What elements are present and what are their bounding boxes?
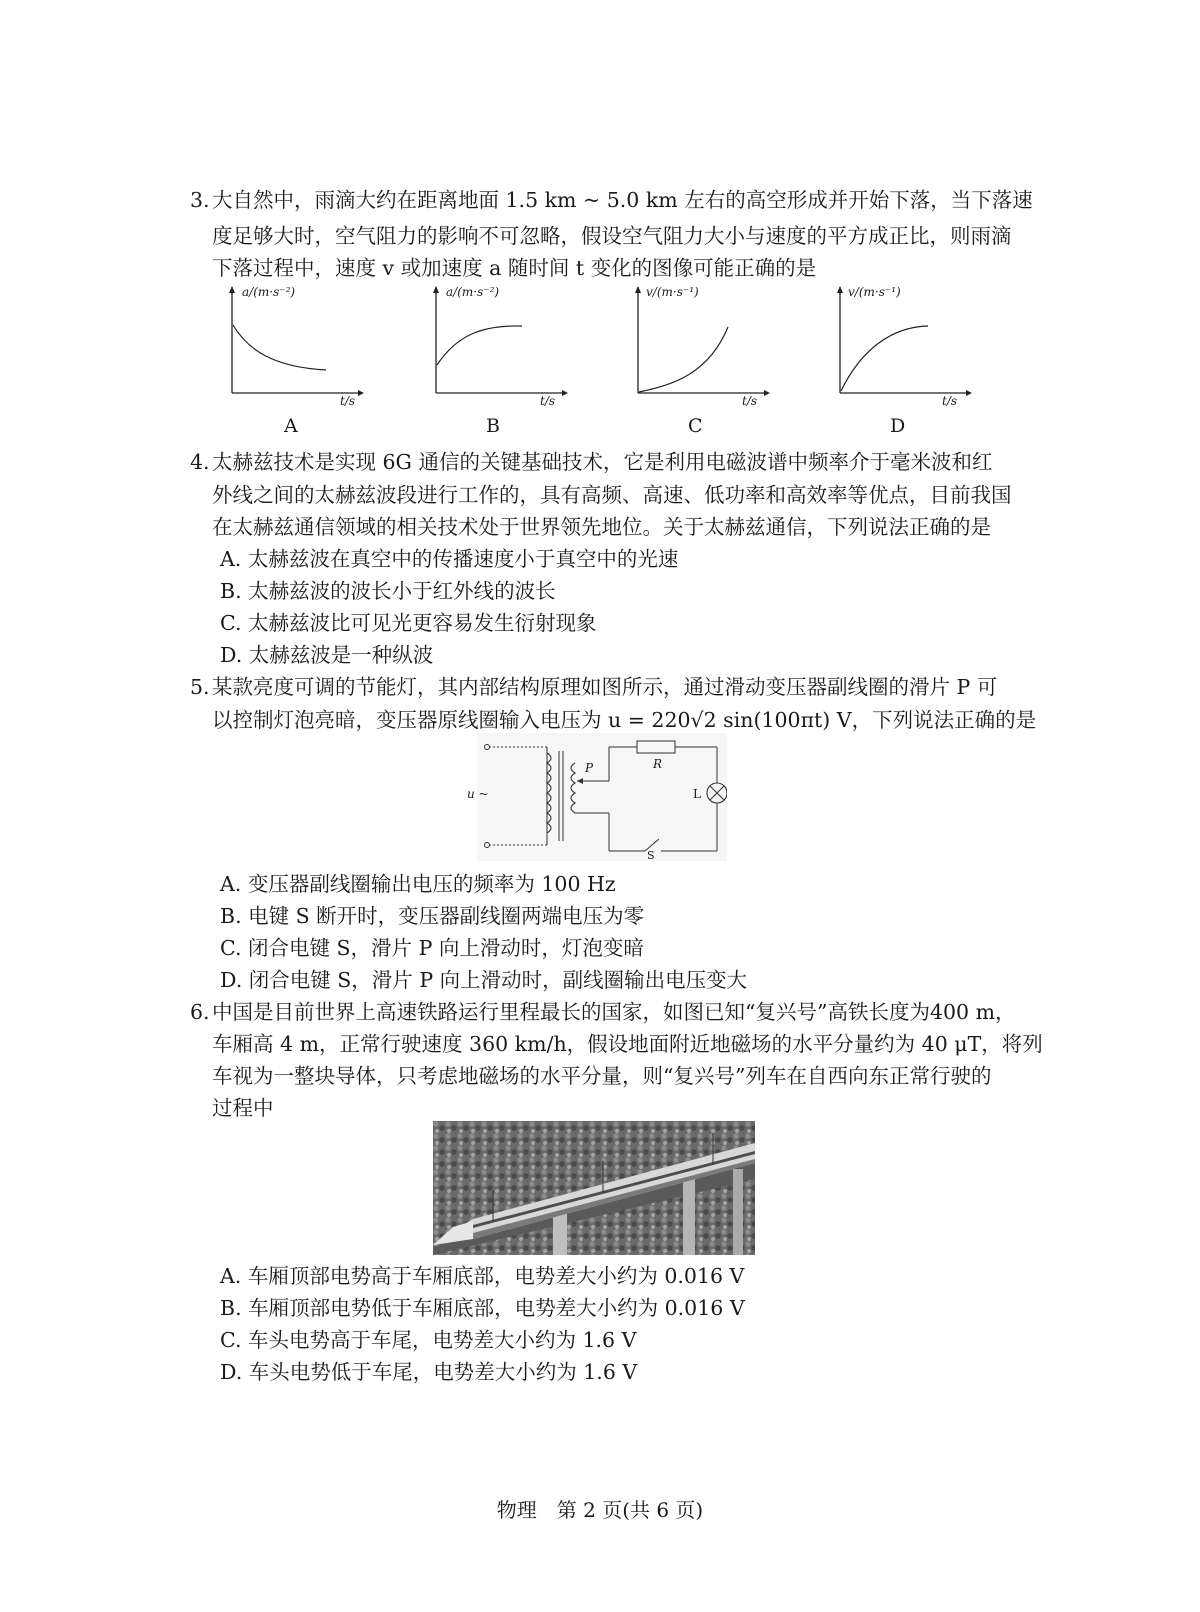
circuit-label-u: u ~	[467, 787, 489, 801]
circuit-label-r: R	[653, 757, 663, 771]
q4-number: 4.	[190, 450, 210, 474]
q5-option-a: A. 变压器副线圈输出电压的频率为 100 Hz	[220, 872, 616, 896]
graph-c	[634, 285, 794, 410]
graph-d-option-label: D	[890, 415, 906, 437]
graph-a-option-label: A	[284, 415, 298, 437]
circuit-label-l: L	[693, 787, 701, 801]
graph-a-curve	[233, 325, 326, 370]
q5-option-d: D. 闭合电键 S，滑片 P 向上滑动时，副线圈输出电压变大	[220, 968, 748, 992]
q6-option-c: C. 车头电势高于车尾，电势差大小约为 1.6 V	[220, 1328, 637, 1352]
q6-line-2: 车厢高 4 m，正常行驶速度 360 km/h，假设地面附近地磁场的水平分量约为 40 μT，将列	[212, 1032, 1043, 1056]
q6-line-3: 车视为一整块导体，只考虑地磁场的水平分量，则“复兴号”列车在自西向东正常行驶的	[212, 1064, 992, 1088]
circuit-label-p: P	[585, 761, 594, 775]
graph-d-y-label: v/(m·s⁻¹)	[848, 285, 901, 299]
transformer-circuit-diagram	[467, 733, 727, 862]
q4-line-2: 外线之间的太赫兹波段进行工作的，具有高频、高速、低功率和高效率等优点，目前我国	[212, 483, 1012, 507]
q4-line-3: 在太赫兹通信领域的相关技术处于世界领先地位。关于太赫兹通信，下列说法正确的是	[212, 515, 991, 539]
q3-number: 3.	[190, 188, 210, 212]
graph-d	[836, 285, 996, 410]
graph-b-curve	[437, 326, 522, 365]
circuit-label-s: S	[647, 849, 655, 862]
q6-number: 6.	[190, 1000, 210, 1024]
graph-a-y-label: a/(m·s⁻²)	[242, 285, 296, 299]
graph-b-option-label: B	[486, 415, 500, 437]
q6-line-1: 中国是目前世界上高速铁路运行里程最长的国家，如图已知“复兴号”高铁长度为400 m，	[212, 1000, 1016, 1024]
q5-option-b: B. 电键 S 断开时，变压器副线圈两端电压为零	[220, 904, 645, 928]
q5-number: 5.	[190, 675, 210, 699]
graph-c-option-label: C	[688, 415, 703, 437]
q4-option-b: B. 太赫兹波的波长小于红外线的波长	[220, 579, 556, 603]
graph-b	[432, 285, 592, 410]
q6-option-d: D. 车头电势低于车尾，电势差大小约为 1.6 V	[220, 1360, 638, 1384]
q6-option-b: B. 车厢顶部电势低于车厢底部，电势差大小约为 0.016 V	[220, 1296, 745, 1320]
graph-c-x-label: t/s	[742, 394, 758, 408]
graph-a	[228, 285, 388, 410]
q5-option-c: C. 闭合电键 S，滑片 P 向上滑动时，灯泡变暗	[220, 936, 644, 960]
graph-a-x-label: t/s	[340, 394, 356, 408]
graph-d-x-label: t/s	[942, 394, 958, 408]
q4-line-1: 太赫兹技术是实现 6G 通信的关键基础技术，它是利用电磁波谱中频率介于毫米波和红	[212, 450, 993, 474]
q3-line-2: 度足够大时，空气阻力的影响不可忽略，假设空气阻力大小与速度的平方成正比，则雨滴	[212, 224, 1012, 248]
graph-c-curve	[639, 327, 728, 392]
q3-line-3: 下落过程中，速度 v 或加速度 a 随时间 t 变化的图像可能正确的是	[212, 256, 817, 280]
page-footer: 物理 第 2 页(共 6 页)	[496, 1498, 704, 1522]
q5-line-2: 以控制灯泡亮暗，变压器原线圈输入电压为 u = 220√2 sin(100πt) V，下列说法正确的是	[212, 708, 1037, 732]
train-photo	[433, 1121, 755, 1255]
q4-option-d: D. 太赫兹波是一种纵波	[220, 643, 434, 667]
q4-option-a: A. 太赫兹波在真空中的传播速度小于真空中的光速	[220, 547, 679, 571]
q6-option-a: A. 车厢顶部电势高于车厢底部，电势差大小约为 0.016 V	[220, 1264, 745, 1288]
q5-line-1: 某款亮度可调的节能灯，其内部结构原理如图所示，通过滑动变压器副线圈的滑片 P 可	[212, 675, 998, 699]
q6-line-4: 过程中	[212, 1096, 274, 1120]
q4-option-c: C. 太赫兹波比可见光更容易发生衍射现象	[220, 611, 597, 635]
graph-b-x-label: t/s	[540, 394, 556, 408]
graph-c-y-label: v/(m·s⁻¹)	[646, 285, 699, 299]
q3-line-1: 大自然中，雨滴大约在距离地面 1.5 km ~ 5.0 km 左右的高空形成并开始下落，当下落速	[212, 188, 1033, 212]
graph-d-curve	[841, 326, 928, 391]
graph-b-y-label: a/(m·s⁻²)	[446, 285, 500, 299]
